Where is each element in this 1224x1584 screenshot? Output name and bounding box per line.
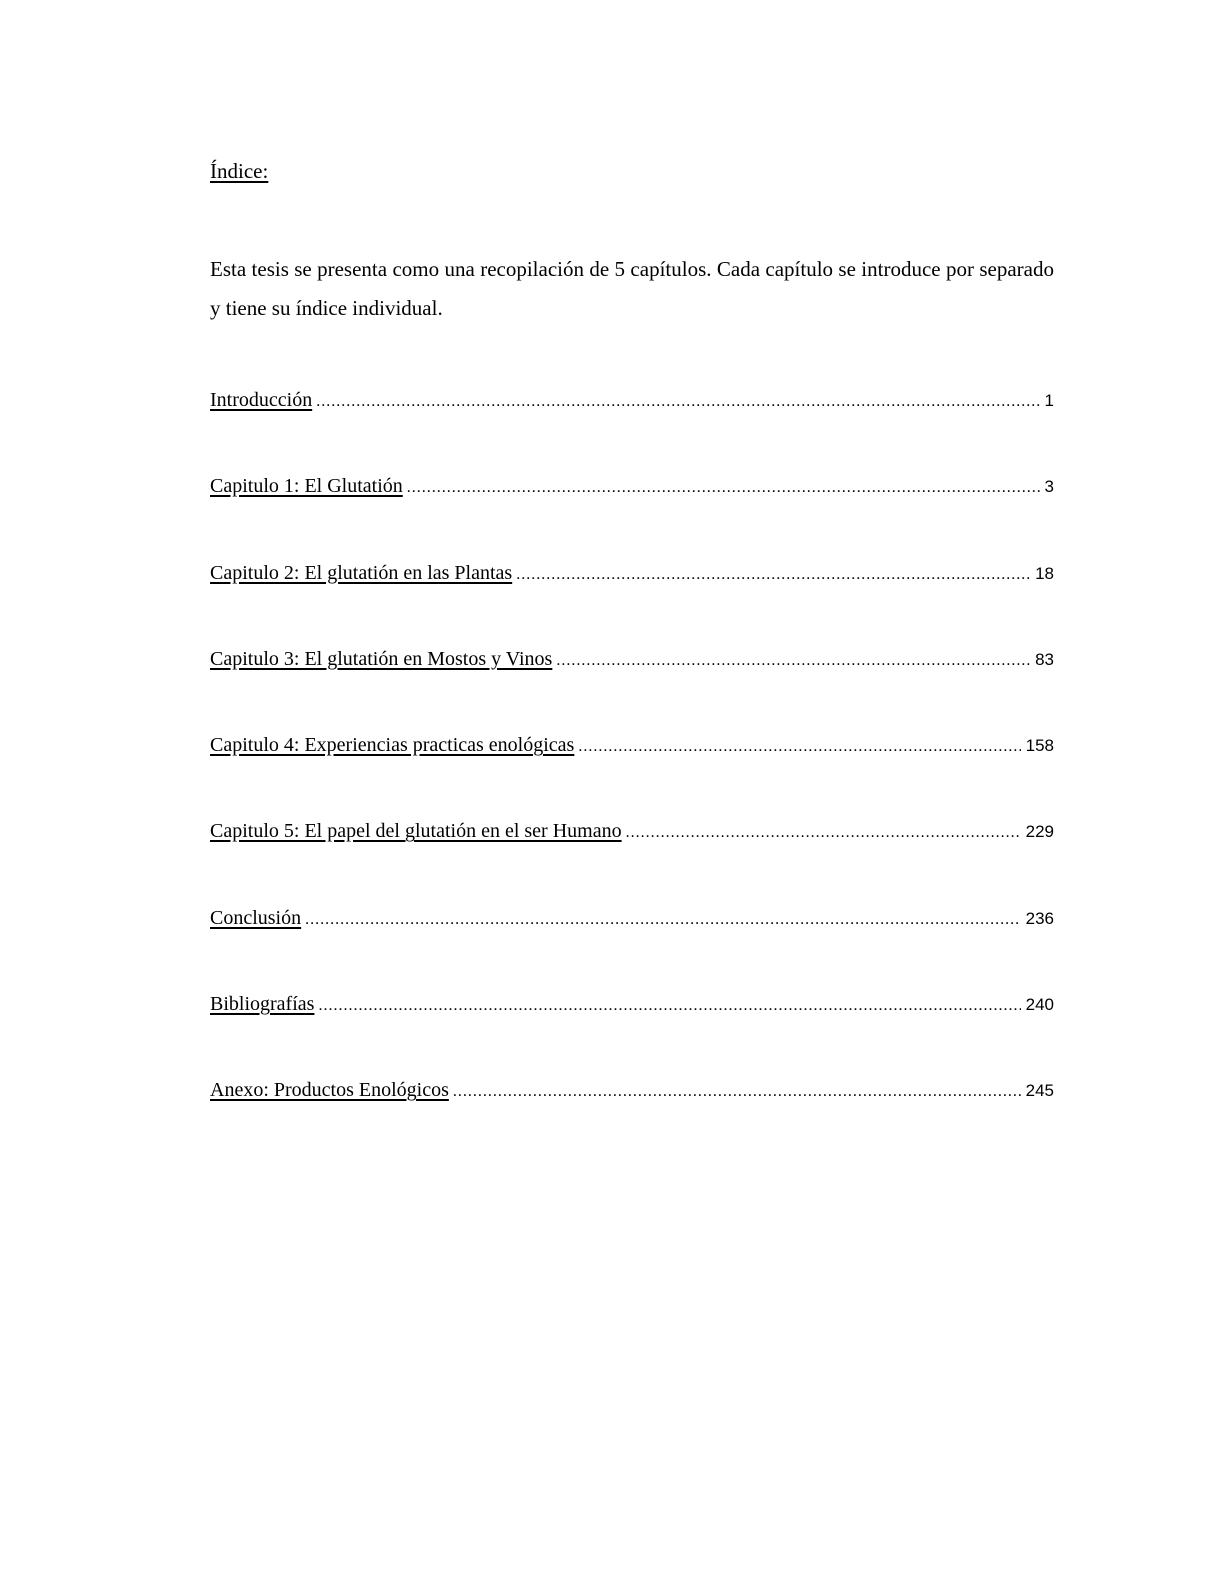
- toc-page-number: 158: [1025, 736, 1054, 756]
- toc-entry-introduccion: [210, 385, 1054, 471]
- toc-link-anexo[interactable]: Anexo: Productos Enológicos: [210, 1079, 449, 1102]
- toc-entry-anexo: [210, 1075, 1054, 1161]
- toc-dot-leader: [626, 818, 1021, 848]
- toc-page-number: 3: [1044, 477, 1054, 497]
- toc-page-number: 83: [1035, 649, 1054, 669]
- toc-link-capitulo-4[interactable]: Capitulo 4: Experiencias practicas enológicas: [210, 734, 575, 757]
- intro-paragraph: Esta tesis se presenta como una recopilación de 5 capítulos. Cada capítulo se introduce por separado y tiene su índice individual.: [210, 257, 1054, 320]
- toc-dot-leader: [556, 646, 1030, 676]
- toc-link-introduccion[interactable]: Introducción: [210, 389, 313, 411]
- toc-dot-leader: [516, 560, 1030, 590]
- toc-link-capitulo-2[interactable]: Capitulo 2: El glutatión en las Plantas: [210, 561, 513, 584]
- toc-entry-capitulo-5: [210, 816, 1054, 902]
- page-heading: Índice:: [210, 159, 269, 183]
- toc-entry-capitulo-2: [210, 558, 1054, 644]
- toc-entry-bibliografias: [210, 989, 1054, 1075]
- toc-entry-capitulo-1: [210, 471, 1054, 557]
- toc-dot-leader: [305, 905, 1021, 935]
- toc-entry-capitulo-4: [210, 730, 1054, 816]
- toc-entry-conclusion: [210, 903, 1054, 989]
- toc-dot-leader: [318, 991, 1020, 1021]
- table-of-contents: [210, 385, 1054, 1162]
- toc-page-number: 240: [1025, 995, 1054, 1015]
- toc-page-number: 229: [1025, 822, 1054, 842]
- toc-link-capitulo-5[interactable]: Capitulo 5: El papel del glutatión en el ser Humano: [210, 820, 622, 843]
- toc-page-number: 1: [1044, 391, 1054, 410]
- toc-link-capitulo-1[interactable]: Capitulo 1: El Glutatión: [210, 475, 403, 498]
- toc-dot-leader: [316, 387, 1039, 417]
- toc-dot-leader: [578, 732, 1020, 762]
- toc-link-capitulo-3[interactable]: Capitulo 3: El glutatión en Mostos y Vinos: [210, 647, 553, 670]
- toc-page-number: 236: [1025, 908, 1054, 928]
- toc-dot-leader: [453, 1077, 1021, 1107]
- toc-entry-capitulo-3: [210, 644, 1054, 730]
- toc-page-number: 245: [1025, 1081, 1054, 1101]
- toc-dot-leader: [407, 473, 1040, 503]
- toc-link-conclusion[interactable]: Conclusión: [210, 906, 302, 929]
- toc-page-number: 18: [1035, 563, 1054, 583]
- toc-link-bibliografias[interactable]: Bibliografías: [210, 993, 315, 1016]
